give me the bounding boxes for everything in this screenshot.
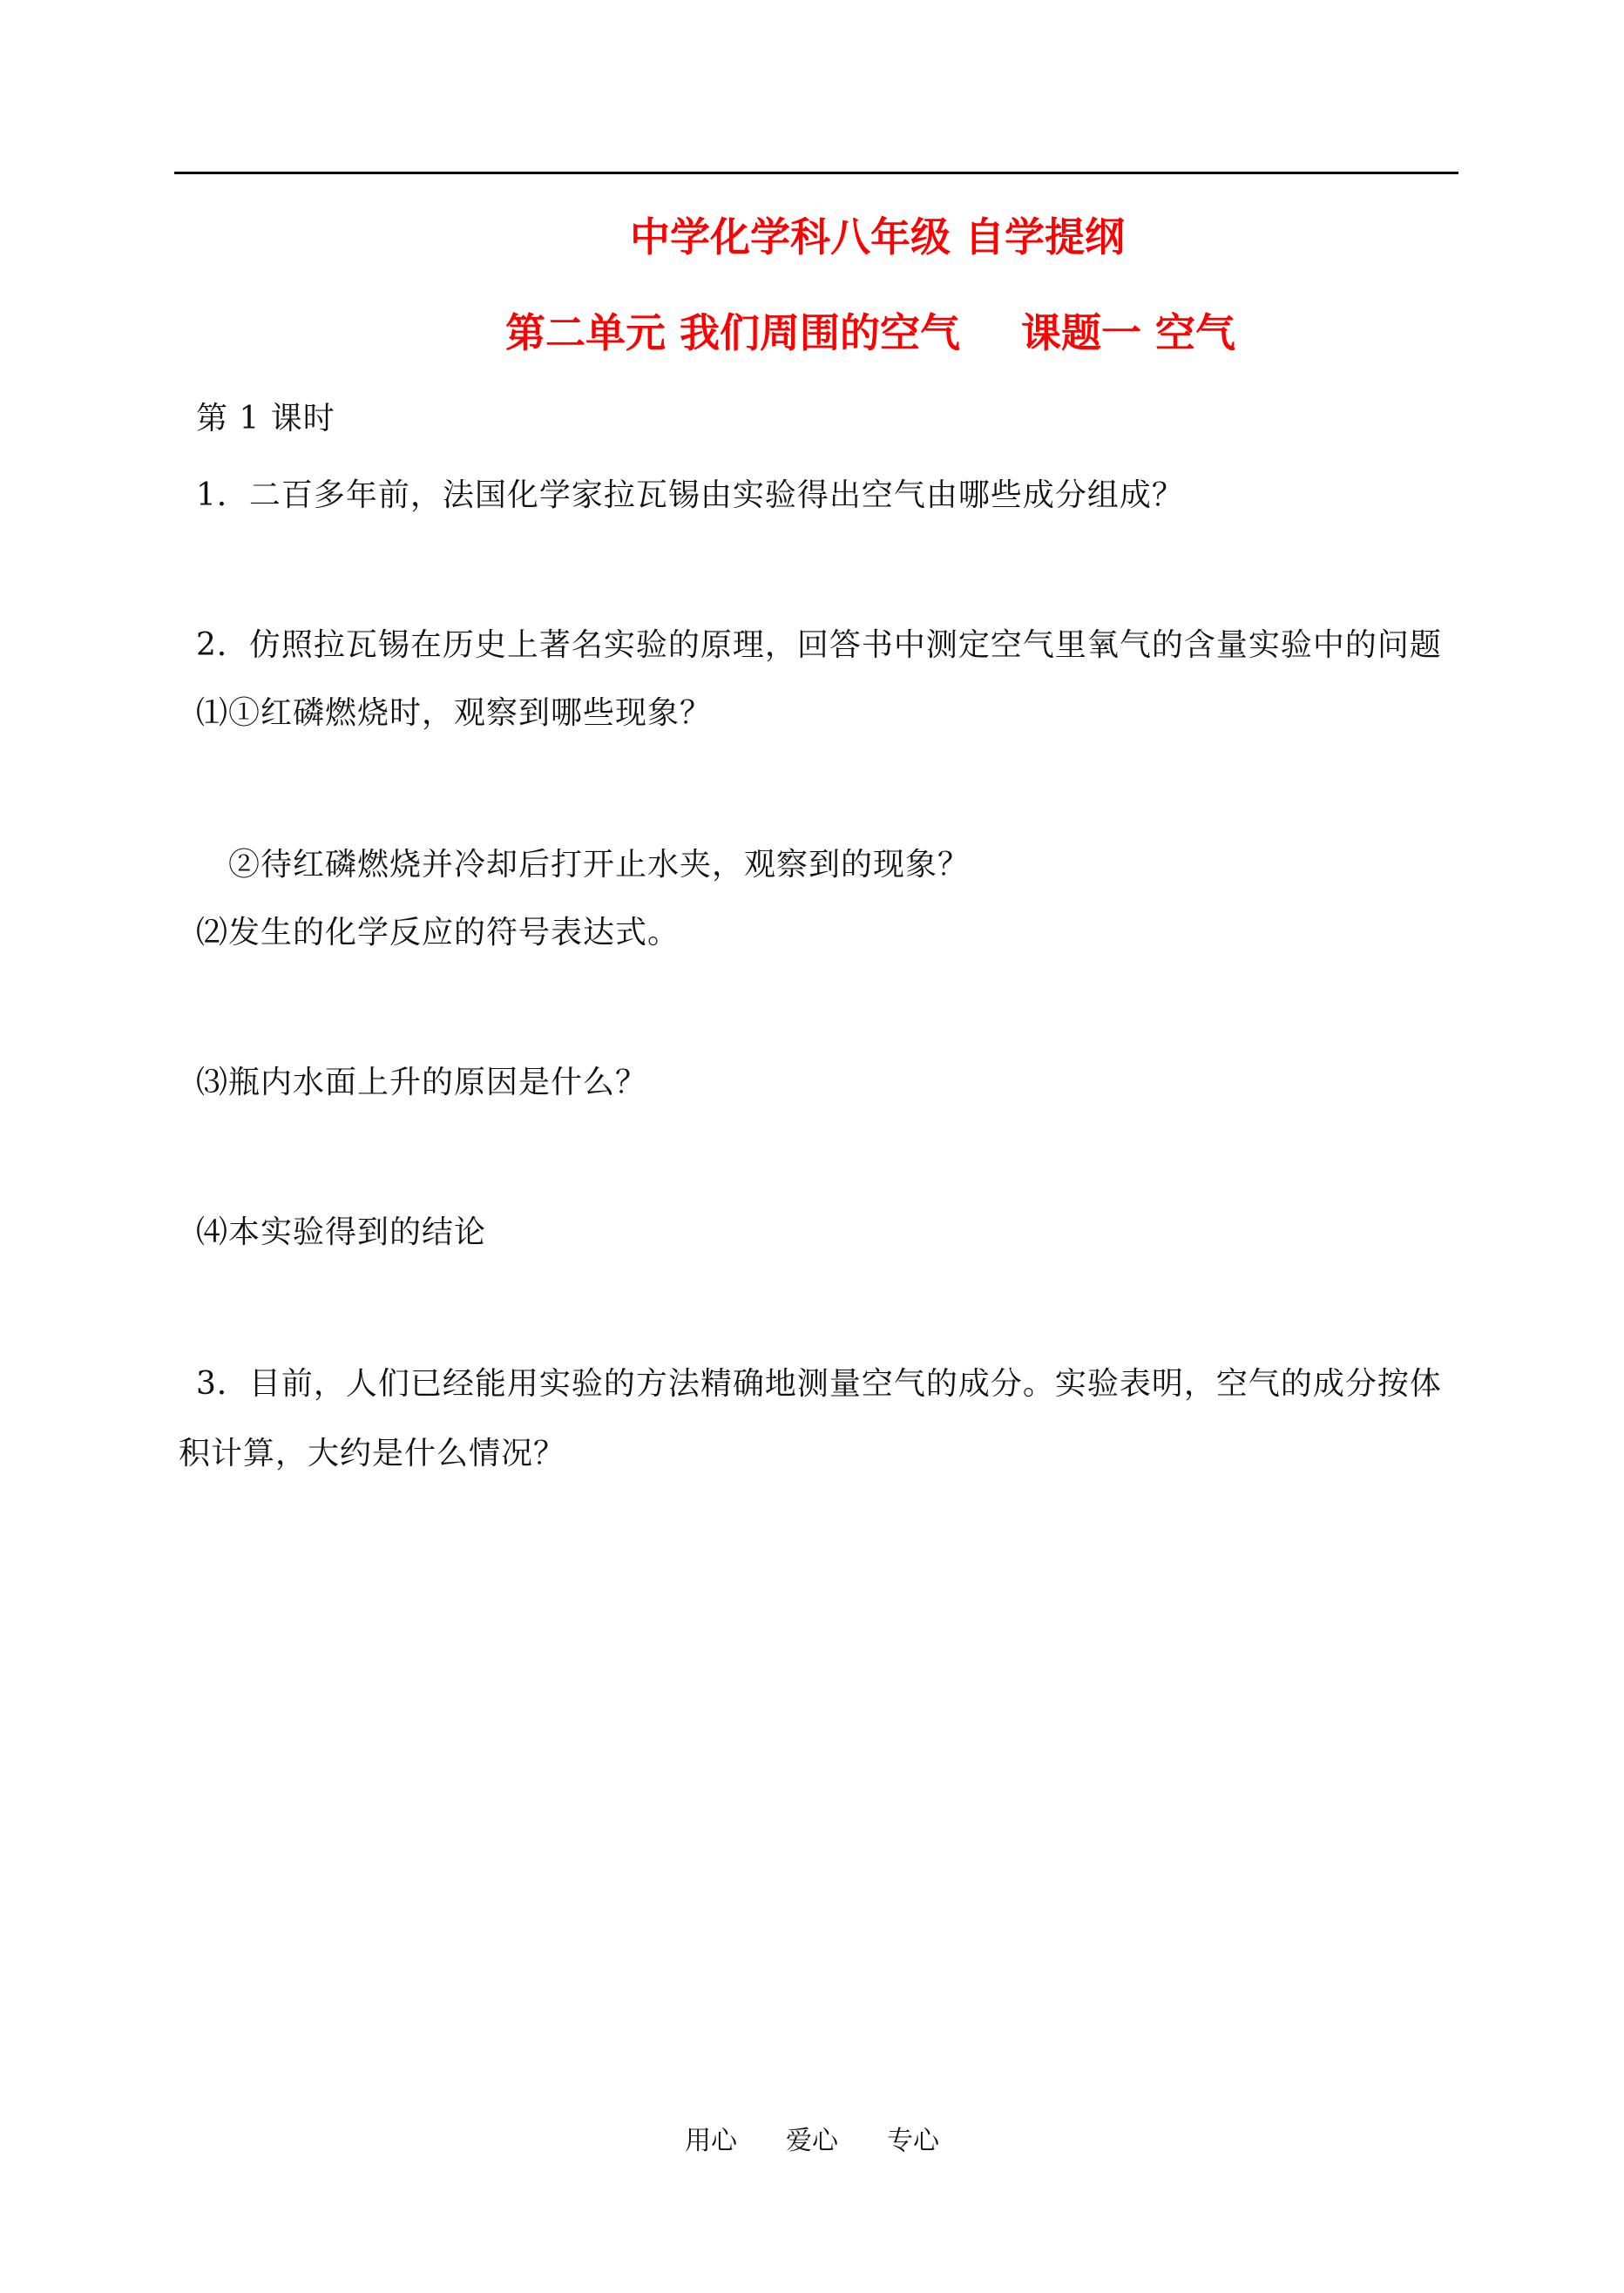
question-3-line-1: 3．目前，人们已经能用实验的方法精确地测量空气的成分。实验表明，空气的成分按体 <box>196 1366 1442 1402</box>
topic-title: 课题一 空气 <box>1021 309 1236 356</box>
unit-topic-heading <box>505 301 1235 359</box>
page-footer <box>0 2119 1624 2157</box>
question-2-4: ⑷本实验得到的结论 <box>196 1214 487 1250</box>
unit-title: 第二单元 我们周围的空气 <box>505 309 961 356</box>
question-2-2: ⑵发生的化学反应的符号表达式。 <box>196 915 680 950</box>
question-2-1-b: ②待红磷燃烧并冷却后打开止水夹，观察到的现象？ <box>228 847 971 883</box>
header-rule <box>174 172 1458 174</box>
question-2-1-a: ⑴①红磷燃烧时，观察到哪些现象？ <box>196 695 713 731</box>
document-title: 中学化学科八年级 自学提纲 <box>630 213 1126 260</box>
footer-item: 用心 <box>685 2126 737 2156</box>
lesson-label: 第 1 课时 <box>196 401 335 436</box>
question-2: 2．仿照拉瓦锡在历史上著名实验的原理，回答书中测定空气里氧气的含量实验中的问题 <box>196 627 1442 663</box>
question-1: 1．二百多年前，法国化学家拉瓦锡由实验得出空气由哪些成分组成？ <box>196 477 1184 513</box>
footer-item: 专心 <box>887 2126 939 2156</box>
question-3-line-2: 积计算，大约是什么情况？ <box>179 1436 566 1471</box>
question-2-3: ⑶瓶内水面上升的原因是什么？ <box>196 1065 648 1100</box>
footer-item: 爱心 <box>786 2126 838 2156</box>
